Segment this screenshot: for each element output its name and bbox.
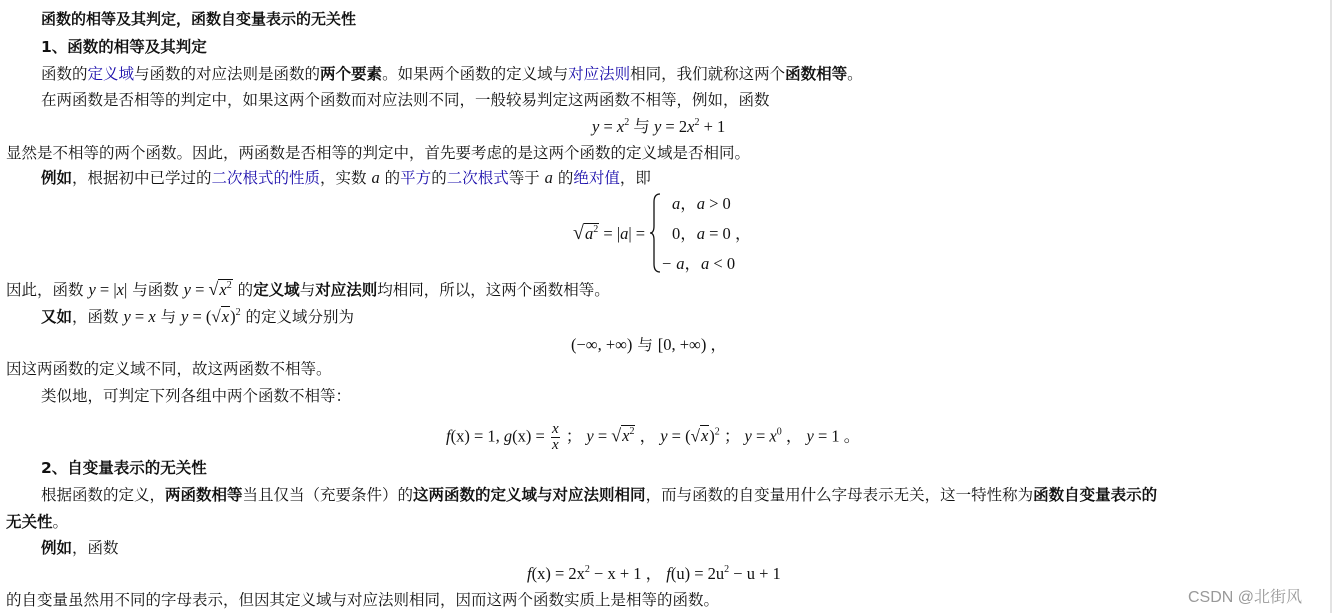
- paragraph-example-1: 例如，根据初中已学过的二次根式的性质，实数 a 的平方的二次根式等于 a 的绝对值，即: [41, 168, 651, 187]
- equation-2-lhs: $√a^2 = |a|$ =: [573, 222, 646, 244]
- watermark: CSDN @北街风: [1188, 589, 1303, 606]
- link-absolute-value[interactable]: 绝对值: [573, 169, 620, 187]
- case-positive: a，a > 0: [672, 194, 731, 213]
- equation-5: $f(x) = 2x^2 - x + 1$ ， $f(u) = 2u^2 - u + 1$: [527, 564, 781, 583]
- paragraph-not-equal: 显然是不相等的两个函数。因此，两函数是否相等的判定中，首先要考虑的是这两个函数的定义域是否相同。: [6, 144, 751, 162]
- paragraph-similarly: 类似地，可判定下列各组中两个函数不相等：: [41, 387, 352, 405]
- equation-4: f(x) = 1, g(x) = $\frac{x}{x}$ ； $y = √x^2$ ， $y = (√x)^2$ ； $y = x^0$ ， y = 1 。: [446, 421, 861, 453]
- paragraph-independence: 根据函数的定义，两函数相等当且仅当（充要条件）的这两函数的定义域与对应法则相同，而与函数的自变量用什么字母表示无关，这一特性称为函数自变量表示的: [41, 486, 1158, 504]
- link-radical-property[interactable]: 二次根式的性质: [211, 169, 321, 187]
- link-quadratic-radical[interactable]: 二次根式: [446, 169, 509, 187]
- case-negative: − a，a < 0: [661, 254, 736, 273]
- paragraph-definition: 函数的定义域与函数的对应法则是函数的两个要素。如果两个函数的定义域与对应法则相同，我们就称这两个函数相等。: [41, 65, 863, 83]
- scrollbar[interactable]: [1330, 0, 1332, 613]
- paragraph-domain-differ: 因这两函数的定义域不同，故这两函数不相等。: [6, 360, 332, 378]
- equation-1: $y = x^2$ 与 $y = 2x^2 + 1$: [592, 117, 726, 136]
- paragraph-abs-equal: 因此，函数 y = |x| 与函数 $y = √x^2$ 的定义域与对应法则均相同，所以，这两个函数相等。: [6, 279, 610, 299]
- section-heading-1: 1、函数的相等及其判定: [41, 38, 207, 56]
- case-zero: 0，a = 0 ，: [672, 224, 752, 243]
- link-mapping-rule[interactable]: 对应法则: [568, 65, 631, 83]
- link-domain[interactable]: 定义域: [87, 65, 135, 83]
- section-heading-2: 2、自变量表示的无关性: [41, 459, 207, 477]
- paragraph-example-2: 又如，函数 y = x 与 $y = (√x)^2$ 的定义域分别为: [41, 307, 355, 326]
- paragraph-judgement: 在两函数是否相等的判定中，如果这两个函数而对应法则不同，一般较易判定这两函数不相等，例如，函数: [41, 91, 770, 109]
- link-square[interactable]: 平方: [400, 169, 432, 187]
- page-title: 函数的相等及其判定，函数自变量表示的无关性: [41, 10, 357, 28]
- paragraph-conclusion: 的自变量虽然用不同的字母表示，但因其定义域与对应法则相同，因而这两个函数实质上是相等的函数。: [6, 591, 720, 609]
- paragraph-independence-cont: 无关性。: [6, 513, 69, 531]
- paragraph-example-3: 例如，函数: [41, 539, 119, 557]
- equation-3: (−∞, +∞) 与 [0, +∞) ，: [571, 335, 727, 354]
